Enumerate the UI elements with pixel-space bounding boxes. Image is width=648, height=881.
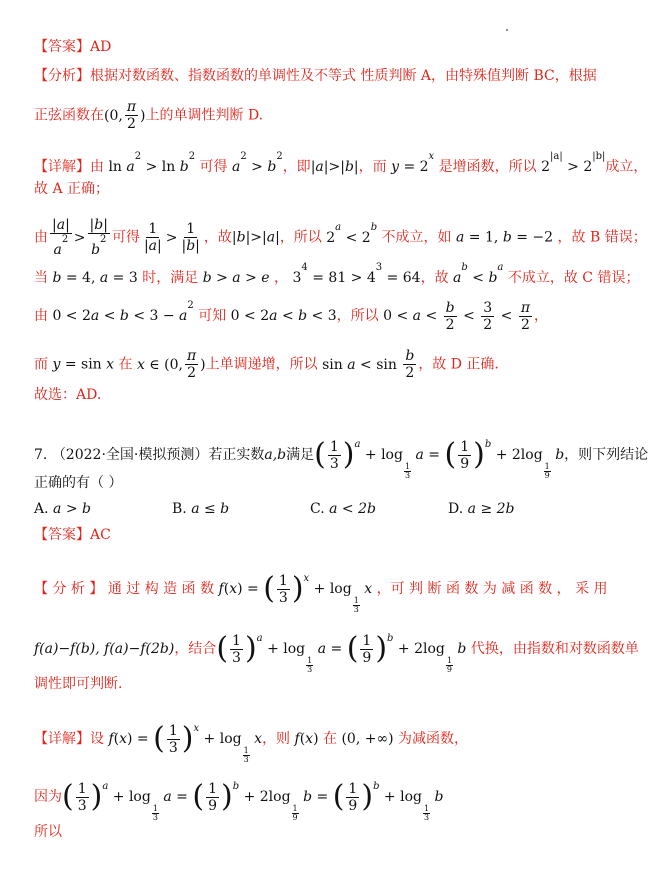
analysis2-line-1 bbox=[34, 570, 612, 614]
math-interval-0-pi2: (0, $\frac{\pi}{2}$ ) bbox=[104, 99, 146, 132]
analysis-text: ，可 判 断 函 数 为 减 函 数 ， 采 用 bbox=[376, 581, 608, 597]
detail-text: 为减函数， bbox=[398, 731, 469, 747]
math-ineq-3: 0 < a < $\frac{b}{2}$ < $\frac{3}{2}$ < $\frac{\pi}{2}$ bbox=[378, 299, 531, 333]
math-fx: f(x) bbox=[294, 731, 323, 747]
detail-text: 可知 bbox=[198, 308, 227, 324]
math-powers: $3^4 = 81 > 4^3 = 64$ bbox=[288, 262, 421, 286]
detail-text: ，而 bbox=[358, 159, 387, 175]
options-row bbox=[34, 500, 612, 518]
detail-line-2 bbox=[34, 180, 612, 198]
math-ln: $\ln a^2 > \ln b^2$ bbox=[104, 151, 196, 175]
detail-text: ，故 bbox=[420, 270, 449, 286]
analysis-text: 通 过 构 造 函 数 bbox=[107, 581, 215, 597]
math-condition-2: ( $\frac{1}{3}$ )$^a$ + log $\frac{1}{3}$ a = ( $\frac{1}{9}$ )$^b$ + 2log $\frac{1}{9}$ b bbox=[216, 631, 467, 674]
question-vars: a,b bbox=[264, 447, 287, 463]
detail2-line-3 bbox=[34, 823, 612, 841]
detail-text: 由 bbox=[90, 159, 104, 175]
math-recip-ineq: $\frac{1}{|a|}$ > $\frac{1}{|b|}$ bbox=[143, 221, 200, 254]
math-abs: |a|>|b| bbox=[310, 159, 359, 175]
analysis-text-post: 上的单调性判断 D. bbox=[145, 107, 264, 124]
math-condition: ( $\frac{1}{3}$ )$^a$ + log $\frac{1}{3}$ a = ( $\frac{1}{9}$ )$^b$ + 2log $\frac{1}{9}$ b bbox=[314, 437, 565, 480]
analysis2-line-2 bbox=[34, 630, 639, 674]
detail-text: 当 bbox=[34, 270, 48, 286]
analysis-text: 代换，由指数和对数函数单 bbox=[470, 641, 639, 657]
analysis-text: ，结合 bbox=[174, 641, 217, 657]
detail-text: 由 bbox=[34, 229, 48, 246]
math-ab-ba: $a^b < b^a$ bbox=[453, 262, 504, 286]
detail-line-4 bbox=[34, 259, 640, 287]
detail-text: 可得 bbox=[111, 229, 140, 246]
option-letter: B. bbox=[172, 501, 187, 517]
option-letter: A. bbox=[34, 501, 49, 517]
detail-text: ，故 B 错误； bbox=[557, 229, 647, 246]
detail-text: ，所以 bbox=[336, 308, 379, 324]
math-sq: $a^2 > b^2$ bbox=[231, 151, 283, 175]
detail-label: 【详解】 bbox=[34, 731, 90, 747]
option-b[interactable] bbox=[172, 500, 310, 518]
answer-line-2 bbox=[34, 526, 612, 544]
analysis-label: 【 分 析 】 bbox=[34, 581, 104, 597]
detail-text: 由 bbox=[34, 308, 48, 324]
detail-text: 不成立，故 C 错误； bbox=[507, 270, 640, 286]
detail-line-5 bbox=[34, 297, 612, 332]
math-exp-ineq: $2^{|a|} > 2^{|b|}$ bbox=[536, 151, 606, 175]
detail-label: 【详解】 bbox=[34, 159, 90, 175]
math-sin-ineq: sin a < sin $\frac{b}{2}$ bbox=[317, 348, 415, 381]
option-expr: a ≤ b bbox=[191, 501, 230, 517]
detail-text: 所以 bbox=[34, 824, 62, 840]
detail-text: ，故 D 正确. bbox=[418, 356, 499, 373]
analysis-text: 根据对数函数、指数函数的单调性及不等式 性质判断 A，由特殊值判断 BC，根据 bbox=[90, 68, 597, 84]
math-bae: b > a > e bbox=[202, 270, 270, 286]
option-c[interactable] bbox=[310, 500, 448, 518]
detail-text: 因为 bbox=[34, 789, 62, 805]
option-a[interactable] bbox=[34, 500, 172, 518]
analysis-line-2 bbox=[34, 100, 612, 131]
analysis-line-1 bbox=[34, 67, 612, 85]
analysis-label: 【分析】 bbox=[34, 68, 90, 84]
math-values: b = 4, a = 3 bbox=[52, 270, 143, 286]
option-letter: D. bbox=[448, 501, 464, 517]
detail-text: 故 A 正确； bbox=[34, 181, 110, 197]
question-7-line-2 bbox=[34, 474, 612, 492]
answer-label: 【答案】 bbox=[34, 39, 90, 55]
detail-text: 而 bbox=[34, 356, 48, 373]
question-number: 7. bbox=[34, 447, 48, 463]
detail-text: 不成立，如 bbox=[381, 229, 452, 246]
detail2-line-2 bbox=[34, 778, 612, 822]
math-fx-def-2: f(x) = ( $\frac{1}{3}$ )$^x$ + log $\frac{1}{3}$ x bbox=[108, 721, 263, 764]
math-frac-ineq: $\frac{|a|}{a^2}$ > $\frac{|b|}{b^2}$ bbox=[52, 217, 108, 258]
option-letter: C. bbox=[310, 501, 325, 517]
select-line-1 bbox=[34, 386, 612, 404]
detail-text: ， bbox=[534, 308, 549, 324]
math-fx-def: f(x) = ( $\frac{1}{3}$ )$^x$ + log $\frac{1}{3}$ x bbox=[218, 571, 373, 614]
math-sin: y = sin x bbox=[52, 356, 115, 373]
answer-text: AC bbox=[90, 527, 111, 543]
math-abs2: |b|>|a| bbox=[231, 229, 280, 246]
option-expr: a ≥ 2b bbox=[467, 501, 515, 517]
select-text: 故选：AD. bbox=[34, 387, 102, 403]
analysis-text-pre: 正弦函数在 bbox=[34, 107, 104, 124]
detail-text: 是增函数，所以 bbox=[438, 159, 537, 175]
detail-text: ，即 bbox=[282, 159, 311, 175]
option-expr: a > b bbox=[53, 501, 91, 517]
math-2a-2b: $2^a < 2^b$ bbox=[321, 221, 378, 246]
scan-dot bbox=[506, 29, 508, 31]
question-text: ，则下列结论 bbox=[564, 447, 648, 463]
math-exp: $y = 2^x$ bbox=[391, 151, 435, 175]
detail-text: 上单调递增，所以 bbox=[205, 356, 318, 373]
answer-text: AD bbox=[90, 39, 112, 55]
answer-label: 【答案】 bbox=[34, 527, 90, 543]
detail-line-6 bbox=[34, 349, 612, 380]
detail-text: ， bbox=[274, 270, 289, 286]
detail-text: ，故 bbox=[203, 229, 232, 246]
detail-text: 成立， bbox=[605, 159, 648, 175]
analysis-text: 调性即可判断. bbox=[34, 676, 123, 692]
detail-line-3 bbox=[34, 217, 647, 258]
math-example: a = 1, b = −2 bbox=[456, 229, 558, 246]
detail2-line-1 bbox=[34, 720, 612, 764]
math-interval: x ∈ (0, $\frac{\pi}{2}$ ) bbox=[136, 348, 206, 381]
detail-text: ，则 bbox=[262, 731, 291, 747]
question-text: 正确的有（ ） bbox=[34, 475, 123, 491]
answer-line-1 bbox=[34, 38, 612, 56]
math-chain: ( $\frac{1}{3}$ )$^a$ + log $\frac{1}{3}$ a = ( $\frac{1}{9}$ )$^b$ + 2log $\frac{1}{9}$ b = ( $\frac{1}{9}$ )$^b$ + log $\frac{1}{3}$ b bbox=[62, 779, 444, 822]
option-expr: a < 2b bbox=[329, 501, 376, 517]
math-ineq-2: 0 < 2a < b < 3 bbox=[226, 308, 337, 324]
detail-text: 设 bbox=[90, 731, 104, 747]
detail-text: 在 bbox=[323, 731, 337, 747]
analysis2-line-3 bbox=[34, 675, 612, 693]
detail-line-1 bbox=[34, 148, 648, 176]
option-d[interactable] bbox=[448, 500, 586, 518]
math-fa-fb: f(a)−f(b), f(a)−f(2b) bbox=[34, 641, 175, 657]
question-text: 满足 bbox=[286, 447, 315, 463]
detail-text: ，所以 bbox=[279, 229, 322, 246]
detail-text: 时，满足 bbox=[142, 270, 199, 286]
detail-text: 在 bbox=[118, 356, 133, 373]
math-ineq-chain: $0 < 2a < b < 3 - a^2$ bbox=[48, 300, 194, 324]
detail-text: 可得 bbox=[199, 159, 228, 175]
question-source: （2022·全国·模拟预测）若正实数 bbox=[51, 447, 265, 463]
math-domain: (0, +∞) bbox=[337, 731, 399, 747]
